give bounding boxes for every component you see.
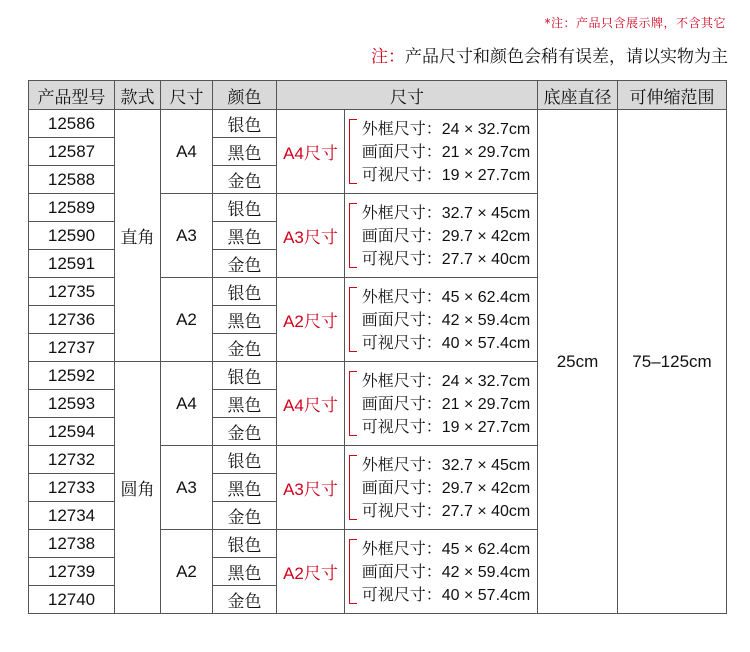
dimension-label: 外框尺寸： [361, 455, 442, 474]
color-cell: 黑色 [213, 306, 277, 334]
dimension-value: 45 × 62.4cm [441, 541, 531, 558]
dimension-value: 45 × 62.4cm [441, 289, 531, 306]
color-cell: 黑色 [213, 558, 277, 586]
main-note-prefix: 注： [371, 47, 405, 67]
dimension-line [355, 224, 537, 247]
header-base-diameter: 底座直径 [538, 81, 618, 110]
model-number: 12734 [29, 502, 115, 530]
dimension-label: 画面尺寸： [361, 562, 442, 581]
spec-body [29, 110, 727, 614]
extend-range-cell: 75–125cm [618, 110, 727, 614]
spec-table [28, 80, 727, 614]
dimension-value: 21 × 29.7cm [441, 144, 531, 161]
dimension-bracket [349, 453, 537, 522]
dimension-line [355, 392, 537, 415]
dimension-label: 可视尺寸： [361, 333, 442, 352]
dimension-list [345, 278, 538, 362]
main-note [371, 42, 728, 67]
dimension-label: 可视尺寸： [361, 165, 442, 184]
top-note: *注：产品只含展示牌，不含其它 [544, 16, 726, 30]
color-cell: 银色 [213, 278, 277, 306]
header-model: 产品型号 [29, 81, 115, 110]
model-number: 12592 [29, 362, 115, 390]
dimension-line [355, 453, 537, 476]
dimension-line [355, 476, 537, 499]
color-cell: 金色 [213, 586, 277, 614]
dimension-size-label: A3尺寸 [277, 194, 345, 278]
dimension-label: 外框尺寸： [361, 539, 442, 558]
dimension-list [345, 362, 538, 446]
dimension-label: 可视尺寸： [361, 501, 442, 520]
dimension-label: 外框尺寸： [361, 287, 442, 306]
dimension-label: 画面尺寸： [361, 310, 442, 329]
dimension-label: 外框尺寸： [361, 203, 442, 222]
dimension-bracket [349, 369, 537, 438]
color-cell: 金色 [213, 418, 277, 446]
dimension-label: 外框尺寸： [361, 119, 442, 138]
dimension-value: 40 × 57.4cm [441, 335, 531, 352]
color-cell: 金色 [213, 250, 277, 278]
dimension-value: 27.7 × 40cm [441, 503, 531, 520]
dimension-value: 19 × 27.7cm [441, 167, 531, 184]
color-cell: 黑色 [213, 474, 277, 502]
dimension-label: 外框尺寸： [361, 371, 442, 390]
dimension-bracket [349, 117, 537, 186]
dimension-value: 40 × 57.4cm [441, 587, 531, 604]
dimension-bracket [349, 285, 537, 354]
dimension-line [355, 117, 537, 140]
dimension-line [355, 583, 537, 606]
dimension-value: 24 × 32.7cm [441, 373, 531, 390]
dimension-value: 29.7 × 42cm [441, 480, 531, 497]
size-cell: A2 [161, 530, 213, 614]
model-number: 12587 [29, 138, 115, 166]
dimension-list [345, 446, 538, 530]
size-cell: A3 [161, 194, 213, 278]
model-number: 12591 [29, 250, 115, 278]
model-number: 12589 [29, 194, 115, 222]
dimension-size-label: A3尺寸 [277, 446, 345, 530]
dimension-line [355, 415, 537, 438]
dimension-line [355, 285, 537, 308]
header-row [29, 81, 727, 110]
color-cell: 银色 [213, 110, 277, 138]
model-number: 12735 [29, 278, 115, 306]
dimension-list [345, 110, 538, 194]
dimension-value: 42 × 59.4cm [441, 564, 531, 581]
dimension-value: 32.7 × 45cm [441, 205, 531, 222]
header-dimensions: 尺寸 [277, 81, 538, 110]
dimension-list [345, 530, 538, 614]
model-number: 12590 [29, 222, 115, 250]
dimension-label: 画面尺寸： [361, 142, 442, 161]
dimension-size-label: A2尺寸 [277, 530, 345, 614]
model-number: 12739 [29, 558, 115, 586]
color-cell: 金色 [213, 166, 277, 194]
style-cell: 直角 [115, 110, 161, 362]
dimension-value: 32.7 × 45cm [441, 457, 531, 474]
dimension-size-label: A2尺寸 [277, 278, 345, 362]
dimension-label: 画面尺寸： [361, 478, 442, 497]
color-cell: 黑色 [213, 222, 277, 250]
dimension-label: 画面尺寸： [361, 226, 442, 245]
model-number: 12593 [29, 390, 115, 418]
dimension-line [355, 560, 537, 583]
color-cell: 黑色 [213, 138, 277, 166]
dimension-value: 21 × 29.7cm [441, 396, 531, 413]
color-cell: 银色 [213, 194, 277, 222]
dimension-label: 可视尺寸： [361, 249, 442, 268]
color-cell: 银色 [213, 362, 277, 390]
dimension-line [355, 369, 537, 392]
dimension-value: 29.7 × 42cm [441, 228, 531, 245]
dimension-line [355, 247, 537, 270]
color-cell: 银色 [213, 446, 277, 474]
model-number: 12737 [29, 334, 115, 362]
dimension-line [355, 201, 537, 224]
size-cell: A2 [161, 278, 213, 362]
size-cell: A4 [161, 362, 213, 446]
style-cell: 圆角 [115, 362, 161, 614]
dimension-line [355, 331, 537, 354]
main-note-text: 产品尺寸和颜色会稍有误差，请以实物为主 [405, 47, 728, 67]
model-number: 12594 [29, 418, 115, 446]
model-number: 12738 [29, 530, 115, 558]
header-style: 款式 [115, 81, 161, 110]
header-extend-range: 可伸缩范围 [618, 81, 727, 110]
dimension-value: 27.7 × 40cm [441, 251, 531, 268]
model-number: 12588 [29, 166, 115, 194]
dimension-line [355, 140, 537, 163]
header-size: 尺寸 [161, 81, 213, 110]
dimension-bracket [349, 201, 537, 270]
dimension-size-label: A4尺寸 [277, 110, 345, 194]
size-cell: A3 [161, 446, 213, 530]
model-number: 12736 [29, 306, 115, 334]
base-diameter-cell: 25cm [538, 110, 618, 614]
model-number: 12740 [29, 586, 115, 614]
color-cell: 金色 [213, 502, 277, 530]
dimension-value: 24 × 32.7cm [441, 121, 531, 138]
dimension-label: 可视尺寸： [361, 417, 442, 436]
dimension-list [345, 194, 538, 278]
header-color: 颜色 [213, 81, 277, 110]
size-cell: A4 [161, 110, 213, 194]
dimension-size-label: A4尺寸 [277, 362, 345, 446]
color-cell: 银色 [213, 530, 277, 558]
table-row [29, 110, 727, 138]
dimension-line [355, 537, 537, 560]
model-number: 12586 [29, 110, 115, 138]
dimension-line [355, 163, 537, 186]
dimension-label: 画面尺寸： [361, 394, 442, 413]
dimension-value: 42 × 59.4cm [441, 312, 531, 329]
dimension-label: 可视尺寸： [361, 585, 442, 604]
model-number: 12733 [29, 474, 115, 502]
dimension-line [355, 499, 537, 522]
dimension-value: 19 × 27.7cm [441, 419, 531, 436]
dimension-bracket [349, 537, 537, 606]
color-cell: 黑色 [213, 390, 277, 418]
color-cell: 金色 [213, 334, 277, 362]
dimension-line [355, 308, 537, 331]
model-number: 12732 [29, 446, 115, 474]
